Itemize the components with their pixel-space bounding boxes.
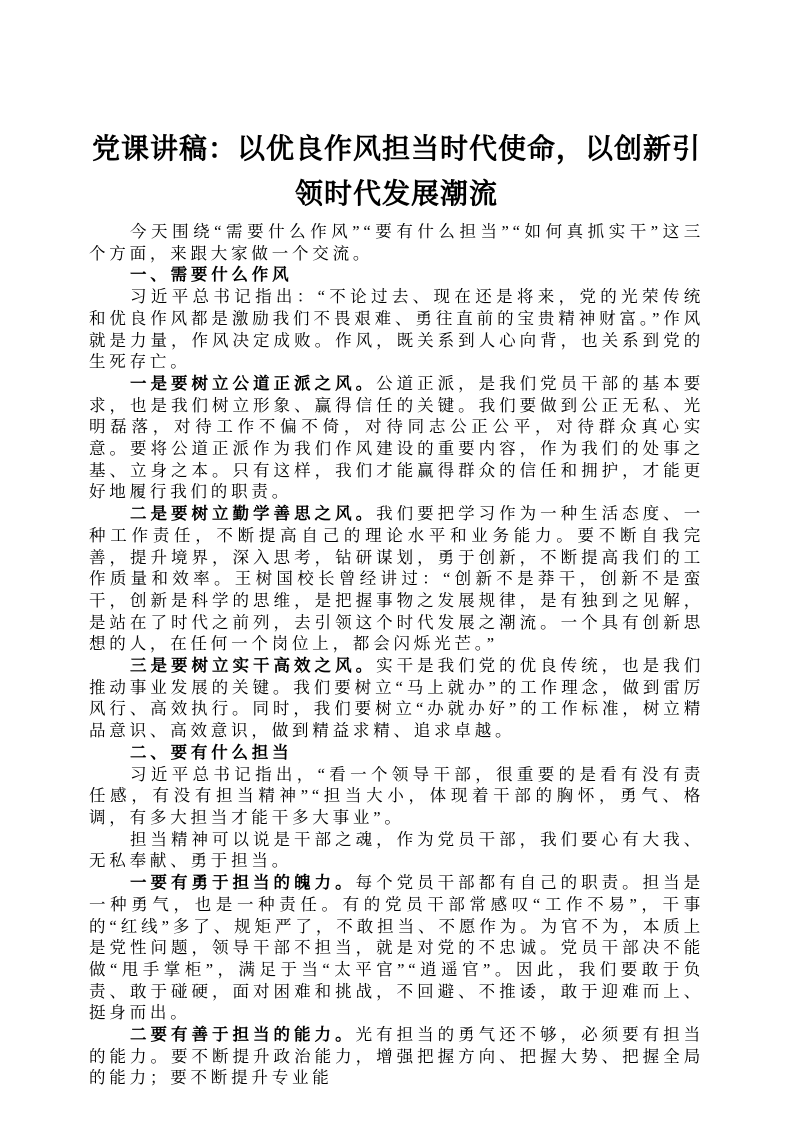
- paragraph-lead: 二是要树立勤学善思之风。: [130, 504, 377, 524]
- paragraph-text: 每个党员干部都有自己的职责。担当是一种勇气，也是一种责任。有的党员干部常感叹“工作不易”，干事的“红线”多了、规矩严了，不敢担当、不愿作为。为官不为，本质上是党性问题，领导干部不担当，就是对党的不忠诚。党员干部决不能做“甩手掌柜”，满足于当“太平官”“逍遥官”。因此，我们要敢于负责、敢于碰硬，面对困难和挑战，不回避、不推诿，敢于迎难而上、挺身而出。: [89, 873, 704, 1023]
- paragraph-quote-duty: 习近平总书记指出，“看一个领导干部，很重要的是看有没有责任感，有没有担当精神”“担当大小，体现着干部的胸怀，勇气、格调，有多大担当才能干多大事业”。: [89, 764, 704, 827]
- paragraph-point-2-style: [89, 503, 704, 655]
- paragraph-quote-style: 习近平总书记指出：“不论过去、现在还是将来，党的光荣传统和优良作风都是激励我们不畏艰难、勇往直前的宝贵精神财富。”作风就是力量，作风决定成败。作风，既关系到人心向背，也关系到党的生死存亡。: [89, 287, 704, 372]
- paragraph-text: 我们要把学习作为一种生活态度、一种工作责任，不断提高自己的理论水平和业务能力。要不断自我完善，提升境界，深入思考，钻研谋划，勇于创新，不断提高我们的工作质量和效率。王树国校长曾经讲过：“创新不是莽干，创新不是蛮干，创新是科学的思维，是把握事物之发展规律，是有独到之见解，是站在了时代之前列，去引领这个时代发展之潮流。一个具有创新思想的人，在任何一个岗位上，都会闪烁光芒。”: [89, 504, 704, 654]
- section-heading-1: 一、需要什么作风: [130, 265, 293, 285]
- paragraph-lead: 二要有善于担当的能力。: [130, 1025, 356, 1045]
- paragraph-text: 实干是我们党的优良传统，也是我们推动事业发展的关键。我们要树立“马上就办”的工作理念，做到雷厉风行、高效执行。同时，我们要树立“办就办好”的工作标准，树立精品意识、高效意识，做到精益求精、追求卓越。: [89, 656, 704, 741]
- paragraph-text: 公道正派，是我们党员干部的基本要求，也是我们树立形象、赢得信任的关键。我们要做到公正无私、光明磊落，对待工作不偏不倚，对待同志公正公平，对待群众真心实意。要将公道正派作为我们作风建设的重要内容，作为我们的处事之基、立身之本。只有这样，我们才能赢得群众的信任和拥护，才能更好地履行我们的职责。: [89, 373, 704, 502]
- paragraph-point-1-duty: [89, 872, 704, 1024]
- paragraph-lead: 一要有勇于担当的魄力。: [130, 873, 356, 893]
- paragraph-intro: 今天围绕“需要什么作风”“要有什么担当”“如何真抓实干”这三个方面，来跟大家做一个交流。: [89, 222, 704, 263]
- paragraph-duty-spirit: 担当精神可以说是干部之魂，作为党员干部，我们要心有大我、无私奉献、勇于担当。: [89, 829, 704, 871]
- paragraph-text: 光有担当的勇气还不够，必须要有担当的能力。要不断提升政治能力，增强把握方向、把握大势、把握全局的能力；要不断提升专业能: [89, 1025, 704, 1088]
- paragraph-lead: 三是要树立实干高效之风。: [130, 656, 377, 676]
- paragraph-point-1-style: [89, 373, 704, 503]
- section-heading-2: 二、要有什么担当: [130, 742, 293, 762]
- paragraph-lead: 一是要树立公道正派之风。: [130, 373, 377, 393]
- paragraph-point-2-duty: [89, 1024, 704, 1089]
- paragraph-point-3-style: [89, 655, 704, 742]
- page-title: 党课讲稿：以优良作风担当时代使命，以创新引领时代发展潮流: [91, 134, 701, 210]
